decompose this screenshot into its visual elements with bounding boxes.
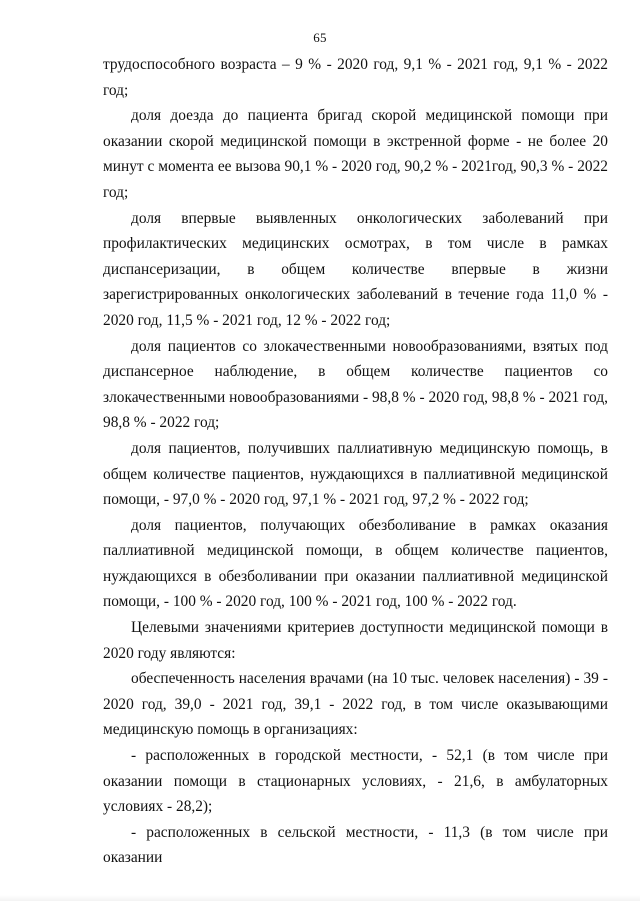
paragraph-10: - расположенных в сельской местности, - 11,3 (в том числе при оказании bbox=[103, 823, 608, 867]
paragraph-5: доля пациентов, получивших паллиативную медицинскую помощь, в общем количестве пациентов, нуждающихся в паллиативной медицинской помощи, - 97,0 % - 2020 год, 97,1 % - 2021 год, 97,2 % - 2022 год; bbox=[103, 439, 608, 509]
paragraph-8: обеспеченность населения врачами (на 10 тыс. человек населения) - 39 - 2020 год, 39,0 - 2021 год, 39,1 - 2022 год, в том числе оказывающими медицинскую помощь в организациях: bbox=[103, 670, 608, 739]
page-number: 65 bbox=[313, 30, 327, 45]
paragraph-6: доля пациентов, получающих обезболивание в рамках оказания паллиативной медицинской помощи, в общем количестве пациентов, нуждающихся в обезболивании при оказании паллиативной медицинской помощи, - 100 % - 2020 год, 100 % - 2021 год, 100 % - 2022 год. bbox=[103, 516, 608, 611]
scan-edge bbox=[0, 895, 640, 901]
paragraph-1: трудоспособного возраста – 9 % - 2020 год, 9,1 % - 2021 год, 9,1 % - 2022 год; bbox=[103, 56, 608, 99]
paragraph-3: доля впервые выявленных онкологических заболеваний при профилактических медицинских осмотрах, в том числе в рамках диспансеризации, в общем количестве впервые в жизни зарегистрированных онкологических заболеваний в течение года 11,0 % - 2020 год, 11,5 % - 2021 год, 12 % - 2022 год; bbox=[103, 209, 608, 329]
document-body bbox=[103, 52, 608, 871]
paragraph-2: доля доезда до пациента бригад скорой медицинской помощи при оказании скорой медицинской помощи в экстренной форме - не более 20 минут с момента ее вызова 90,1 % - 2020 год, 90,2 % - 2021год, 90,3 % - 2022 год; bbox=[103, 107, 608, 201]
paragraph-9: - расположенных в городской местности, - 52,1 (в том числе при оказании помощи в стационарных условиях, - 21,6, в амбулаторных условиях - 28,2); bbox=[103, 747, 608, 816]
paragraph-7: Целевыми значениями критериев доступности медицинской помощи в 2020 году являются: bbox=[103, 619, 608, 662]
paragraph-4: доля пациентов со злокачественными новообразованиями, взятых под диспансерное наблюдение, в общем количестве пациентов со злокачественными новообразованиями - 98,8 % - 2020 год, 98,8 % - 2021 год, 98,8 % - 2022 год; bbox=[103, 337, 608, 432]
